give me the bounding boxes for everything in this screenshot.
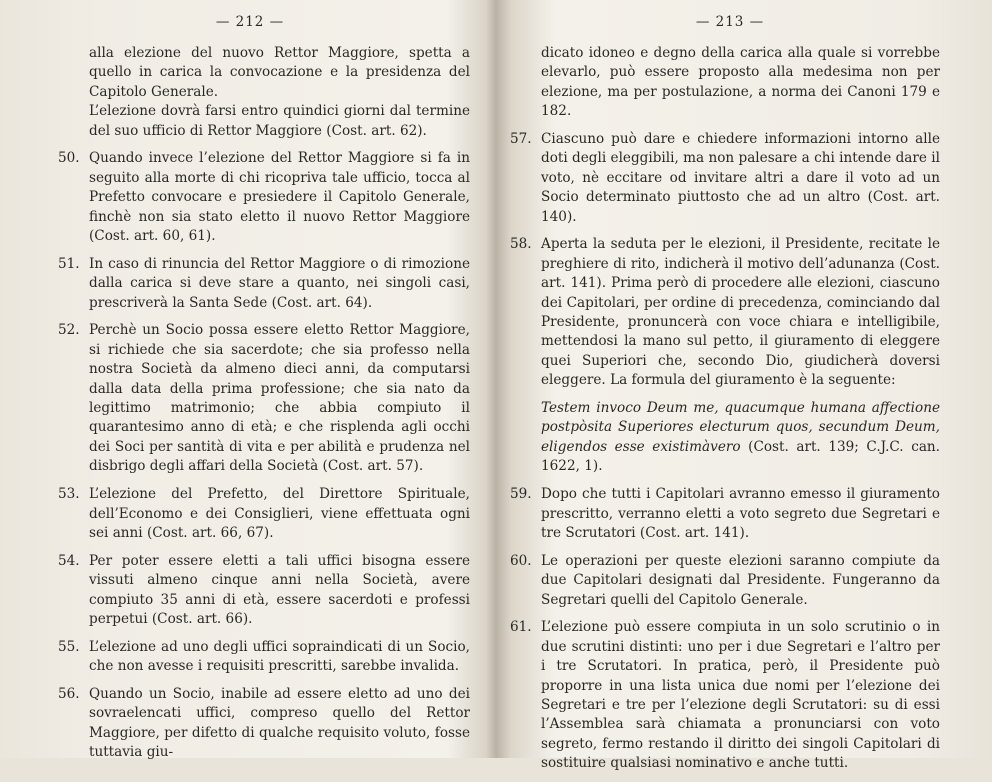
article-52 <box>58 321 470 476</box>
article-number: 50. <box>58 150 80 167</box>
article-61 <box>510 618 940 773</box>
article-text: Dopo che tutti i Capitolari avranno emesso il giuramento prescritto, verranno eletti a voto segreto due Segretari e tre Scrutatori (Cost. art. 141). <box>541 486 940 541</box>
article-text: Perchè un Socio possa essere eletto Rettor Maggiore, si richiede che sia sacerdote; che sia professo nella nostra Società da almeno dieci anni, da computarsi dalla data della prima professione; che sia nato da legittimo matrimonio; che abbia compiuto il quarantesimo anno di età; e che risplenda agli occhi dei Soci per santità di vita e per abilità e prudenza nel disbrigo degli affari della Società (Cost. art. 57). <box>89 322 470 475</box>
article-51 <box>58 255 470 313</box>
article-number: 58. <box>510 236 532 253</box>
paragraph: L’elezione dovrà farsi entro quindici giorni dal termine del suo ufficio di Rettor Maggiore (Cost. art. 62). <box>89 103 470 139</box>
article-55 <box>58 638 470 677</box>
left-page <box>0 0 492 761</box>
article-number: 56. <box>58 685 80 702</box>
oath-latin-text: Testem invoco Deum me, quacumque humana affectione postpòsita Superiores electurum quos, secundum Deum, eligendos esse existimàvero <box>541 400 940 455</box>
article-number: 54. <box>58 552 80 569</box>
article-text: Aperta la seduta per le elezioni, il Presidente, recitate le preghiere di rito, indicherà il motivo dell’adunanza (Cost. art. 141). Prima però di procedere alle elezioni, ciascuno dei Capitolari, per ordine di precedenza, cominciando dal Presidente, pronuncerà con voce chiara e intelligibile, mettendosi la mano sul petto, il giuramento di eleggere quei Superiori che, secondo Dio, giudicherà doversi eleggere. La formula del giuramento è la seguente: <box>541 236 940 389</box>
article-number: 57. <box>510 131 532 148</box>
article-number: 61. <box>510 619 532 636</box>
page-number: — 212 — <box>215 14 285 30</box>
article-number: 60. <box>510 552 532 569</box>
continuation-paragraph: dicato idoneo e degno della carica alla quale si vorrebbe elevarlo, può essere proposto alla medesima non per elezione, ma per postulazione, a norma dei Canoni 179 e 182. <box>541 45 940 120</box>
oath-formula <box>510 399 940 477</box>
article-number: 59. <box>510 486 532 503</box>
article-57 <box>510 130 940 227</box>
article-58 <box>510 235 940 390</box>
article-text: L’elezione del Prefetto, del Direttore Spirituale, dell’Economo e dei Consiglieri, viene effettuata ogni sei anni (Cost. art. 66, 67). <box>89 486 470 541</box>
article-text: Ciascuno può dare e chiedere informazioni intorno alle doti degli eleggibili, ma non palesare a chi intende dare il voto, nè eccitare od invitare altri a dare il voto ad un Socio determinato piuttosto che ad un altro (Cost. art. 140). <box>541 131 940 225</box>
article-text: Per poter essere eletti a tali uffici bisogna essere vissuti almeno cinque anni nella Società, avere compiuto 35 anni di età, essere sacerdoti e professi perpetui (Cost. art. 66). <box>89 552 470 627</box>
article-number: 52. <box>58 322 80 339</box>
article-56 <box>58 685 470 763</box>
article-53 <box>58 485 470 543</box>
article-text: In caso di rinuncia del Rettor Maggiore o di rimozione dalla carica si deve stare a quanto, nei singoli casi, prescriverà la Santa Sede (Cost. art. 64). <box>89 255 470 311</box>
article-number: 51. <box>58 255 80 272</box>
oath-reference: (Cost. art. 139; C.J.C. can. 1622, 1). <box>541 438 940 475</box>
article-text: Quando un Socio, inabile ad essere eletto ad uno dei sovraelencati uffici, compreso quello del Rettor Maggiore, per difetto di qualche requisito voluto, fosse tuttavia giu- <box>89 685 470 761</box>
article-text: L’elezione può essere compiuta in un solo scrutinio o in due scrutini distinti: uno per i due Segretari e l’altro per i tre Scrutatori. In pratica, però, il Presidente può proporre in una lista unica due nomi per l’elezione dei Segretari e tre per l’elezione degli Scrutatori: su di essi l’Assemblea sarà chiamata a pronunciarsi con voto segreto, fermo restando il diritto dei singoli Capitolari di sostituire qualsiasi nominativo e anche tutti. <box>541 619 940 772</box>
article-text: L’elezione ad uno degli uffici sopraindicati di un Socio, che non avesse i requisiti prescritti, sarebbe invalida. <box>89 638 470 675</box>
article-54 <box>58 552 470 630</box>
page-body <box>510 44 940 782</box>
page-number: — 213 — <box>695 14 765 30</box>
article-50 <box>58 149 470 246</box>
article-text: Le operazioni per queste elezioni saranno compiute da due Capitolari designati dal Presidente. Fungeranno da Segretari quelli del Capitolo Generale. <box>541 552 940 608</box>
article-59 <box>510 485 940 543</box>
page-body <box>58 44 470 771</box>
continuation-paragraph: alla elezione del nuovo Rettor Maggiore, spetta a quello in carica la convocazione e la presidenza del Capitolo Generale. <box>89 45 470 100</box>
article-number: 55. <box>58 638 80 655</box>
article-number: 53. <box>58 486 80 503</box>
article-60 <box>510 552 940 610</box>
right-page <box>496 0 992 772</box>
article-text: Quando invece l’elezione del Rettor Maggiore si fa in seguito alla morte di chi ricopriva tale ufficio, tocca al Prefetto convocare e presiedere il Capitolo Generale, finchè non sia stato eletto il nuovo Rettor Maggiore (Cost. art. 60, 61). <box>89 150 470 245</box>
